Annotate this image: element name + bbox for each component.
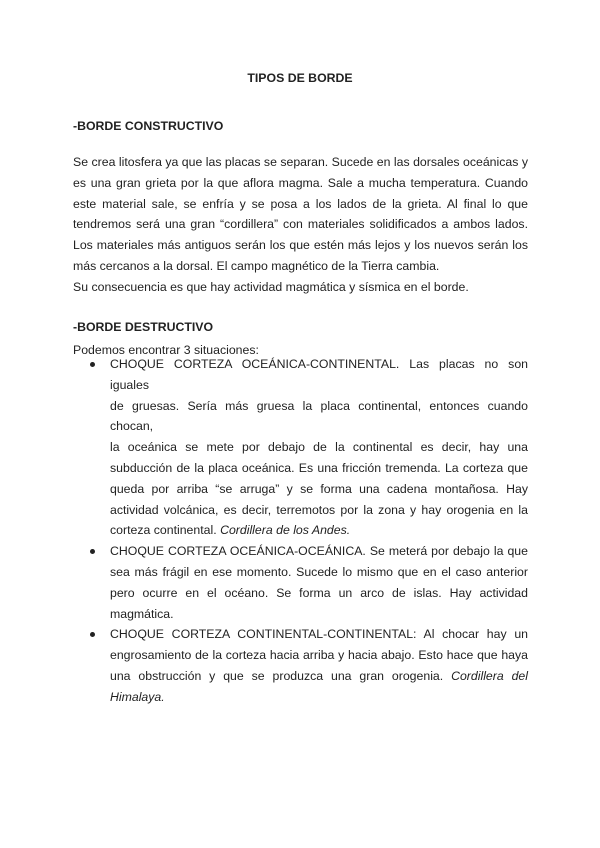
paragraph-line: este material sale, se enfría y se posa a los lados de la grieta. Al final lo que bbox=[73, 196, 528, 211]
paragraph-line: tendremos será una gran “cordillera” con materiales solidificados a ambos lados. bbox=[73, 217, 528, 232]
list-item-line: la oceánica se mete por debajo de la continental es decir, hay una bbox=[110, 440, 528, 455]
list-item-line: actividad volcánica, es decir, terremotos por la zona y hay orogenia en la bbox=[110, 502, 528, 517]
list-item-line: subducción de la placa oceánica. Es una fricción tremenda. La corteza que bbox=[110, 460, 528, 475]
constructive-paragraph bbox=[73, 152, 528, 298]
list-item-line bbox=[110, 687, 528, 708]
paragraph-line: Los materiales más antiguos serán los que estén más lejos y los nuevos serán los bbox=[73, 238, 528, 253]
list-item-line: queda por arriba “se arruga” y se forma una cadena montañosa. Hay bbox=[110, 481, 528, 496]
list-item-italic-text: Cordillera de los Andes. bbox=[220, 523, 351, 538]
paragraph-line: es una gran grieta por la que aflora magma. Sale a mucha temperatura. Cuando bbox=[73, 175, 528, 190]
list-item bbox=[0, 541, 528, 624]
bullet-icon bbox=[90, 632, 95, 637]
list-item-line: CHOQUE CORTEZA OCEÁNICA-CONTINENTAL. Las placas no son iguales bbox=[110, 357, 528, 392]
list-item bbox=[0, 624, 528, 707]
page-title: TIPOS DE BORDE bbox=[247, 71, 353, 85]
list-item-text: una obstrucción y que se produzca una gran orogenia. bbox=[110, 668, 452, 683]
destructive-intro: Podemos encontrar 3 situaciones: bbox=[73, 343, 259, 357]
list-item-italic-text: Himalaya. bbox=[110, 689, 165, 704]
list-item-line: pero ocurre en el océano. Se forma un arco de islas. Hay actividad bbox=[110, 585, 528, 600]
list-item-line bbox=[110, 520, 528, 541]
list-item-text: corteza continental. bbox=[110, 523, 221, 538]
list-item bbox=[0, 354, 528, 541]
list-item-line: sea más frágil en ese momento. Sucede lo mismo que en el caso anterior bbox=[110, 564, 528, 579]
section-heading-destructive: -BORDE DESTRUCTIVO bbox=[73, 320, 214, 334]
list-item-line: engrosamiento de la corteza hacia arriba y hacia abajo. Esto hace que haya bbox=[110, 648, 528, 663]
bullet-icon bbox=[90, 549, 95, 554]
situations-list bbox=[0, 354, 600, 708]
list-item-line: magmática. bbox=[110, 606, 174, 621]
list-item-line: de gruesas. Sería más gruesa la placa continental, entonces cuando chocan, bbox=[110, 398, 528, 434]
list-item-italic-text: Cordillera del bbox=[451, 668, 529, 683]
list-item-line: CHOQUE CORTEZA CONTINENTAL-CONTINENTAL: Al chocar hay un bbox=[110, 627, 528, 642]
consequence-line: Su consecuencia es que hay actividad magmática y sísmica en el borde. bbox=[73, 279, 469, 294]
bullet-icon bbox=[90, 362, 95, 367]
section-heading-constructive: -BORDE CONSTRUCTIVO bbox=[73, 119, 224, 133]
list-item-line: CHOQUE CORTEZA OCEÁNICA-OCEÁNICA. Se meterá por debajo la que bbox=[110, 544, 528, 559]
paragraph-line: más cercanos a la dorsal. El campo magnético de la Tierra cambia. bbox=[73, 258, 440, 273]
list-item-line bbox=[110, 666, 528, 687]
paragraph-line: Se crea litosfera ya que las placas se separan. Sucede en las dorsales oceánicas y bbox=[73, 155, 528, 169]
